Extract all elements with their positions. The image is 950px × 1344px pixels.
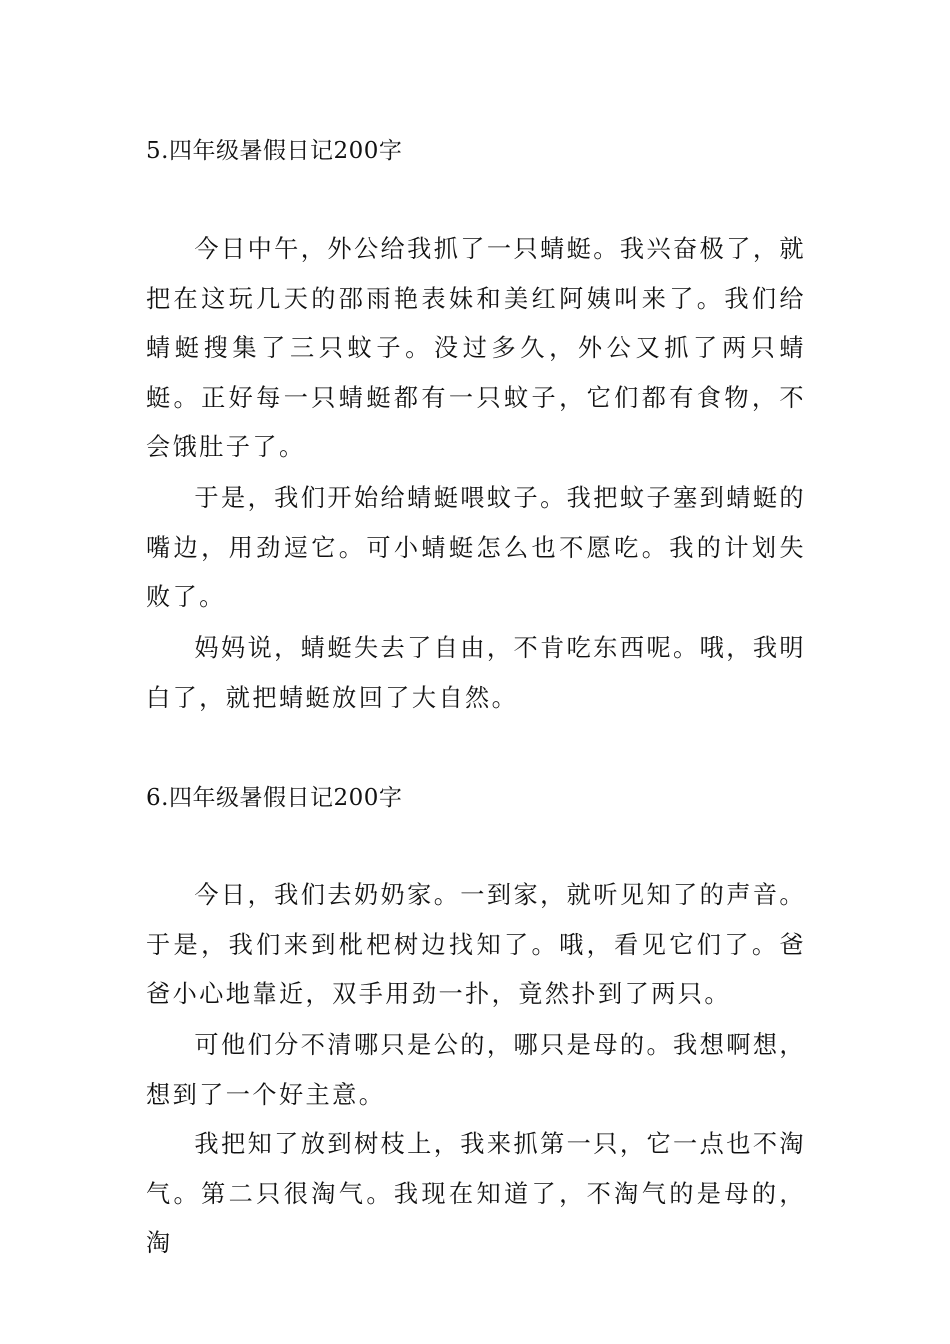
paragraph-cicada-visit: 今日，我们去奶奶家。一到家，就听见知了的声音。于是，我们来到枇杷树边找知了。哦，看见它们了。爸爸小心地靠近，双手用劲一扑，竟然扑到了两只。 [146, 881, 806, 1009]
paragraph-feeding-mosquitoes: 于是，我们开始给蜻蜓喂蚊子。我把蚊子塞到蜻蜓的嘴边，用劲逗它。可小蜻蜓怎么也不愿吃。我的计划失败了。 [146, 484, 806, 612]
paragraph-cicada-gender: 可他们分不清哪只是公的，哪只是母的。我想啊想，想到了一个好主意。 [146, 1031, 806, 1109]
paragraph-dragonfly-catch: 今日中午，外公给我抓了一只蜻蜓。我兴奋极了，就把在这玩几天的邵雨艳表妹和美红阿姨叫来了。我们给蜻蜓搜集了三只蚊子。没过多久，外公又抓了两只蜻蜓。正好每一只蜻蜓都有一只蚊子，它们都有食物，不会饿肚子了。 [146, 235, 806, 462]
paragraph-release-dragonfly: 妈妈说，蜻蜓失去了自由，不肯吃东西呢。哦，我明白了，就把蜻蜓放回了大自然。 [146, 634, 806, 712]
section-heading-5: 5.四年级暑假日记200字 [146, 138, 403, 164]
section-heading-6: 6.四年级暑假日记200字 [146, 785, 403, 811]
paragraph-cicada-test: 我把知了放到树枝上，我来抓第一只，它一点也不淘气。第二只很淘气。我现在知道了，不淘气的是母的，淘 [146, 1130, 806, 1258]
